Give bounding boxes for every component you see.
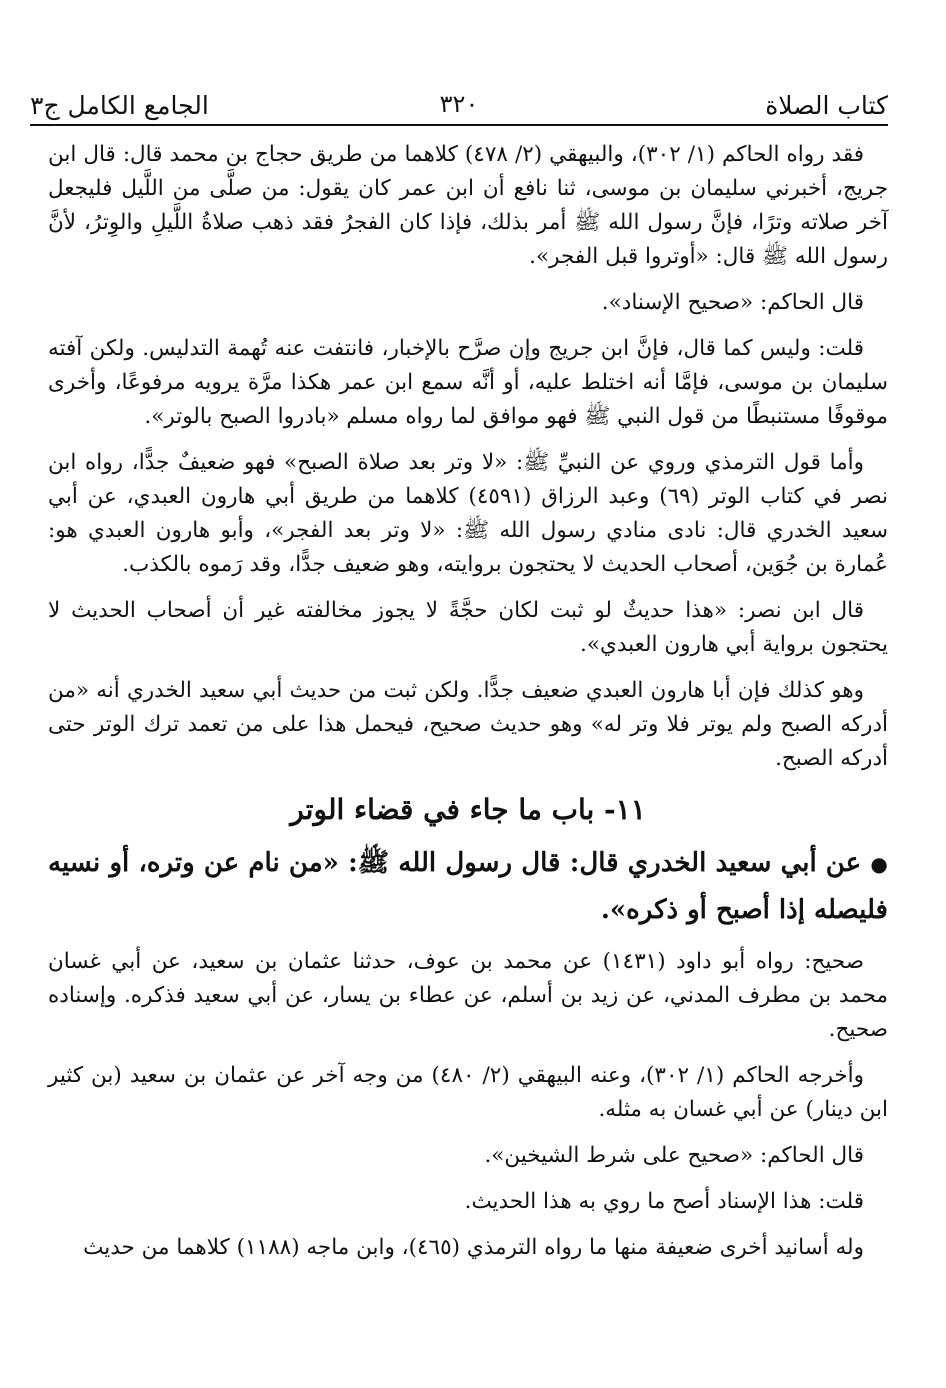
paragraph: قال ابن نصر: «هذا حديثٌ لو ثبت لكان حجَّةً لا يجوز مخالفته غير أن أصحاب الحديث لا يحتجون برواية أبي هارون العبدي».	[48, 598, 888, 657]
chapter-heading: ١١- باب ما جاء في قضاء الوتر	[290, 793, 646, 826]
paragraph: قلت: وليس كما قال، فإنَّ ابن جريج وإن صرَّح بالإخبار، فانتفت عنه تُهمة التدليس. ولكن آفته سليمان بن موسى، فإمَّا أنه اختلط عليه، أو أنَّه سمع ابن عمر هكذا مرَّة يرويه مرفوعًا، وأخرى موقوفًا مستنبطًا من قول النبي ﷺ فهو موافق لما رواه مسلم «بادروا الصبح بالوتر».	[48, 336, 888, 429]
paragraph: وأما قول الترمذي وروي عن النبيِّ ﷺ: «لا وتر بعد صلاة الصبح» فهو ضعيفٌ جدًّا، رواه ابن نصر في كتاب الوتر (٦٩) وعبد الرزاق (٤٥٩١) كلاهما من طريق أبي هارون العبدي، عن أبي سعيد الخدري قال: نادى منادي رسول الله ﷺ: «لا وتر بعد الفجر»، وأبو هارون العبدي هو: عُمارة بن جُوَين، أصحاب الحديث لا يحتجون بروايته، وهو ضعيف جدًّا، وقد رَموه بالكذب.	[48, 450, 889, 577]
paragraph: وأخرجه الحاكم (١/ ٣٠٢)، وعنه البيهقي (٢/ ٤٨٠) من وجه آخر عن عثمان بن سعيد (بن كثير ابن دينار) عن أبي غسان به مثله.	[48, 1063, 888, 1122]
paragraph: وهو كذلك فإن أبا هارون العبدي ضعيف جدًّا. ولكن ثبت من حديث أبي سعيد الخدري أنه «من أدركه الصبح ولم يوتر فلا وتر له» وهو حديث صحيح، فيحمل هذا على من تعمد ترك الوتر حتى أدركه الصبح.	[48, 678, 888, 771]
paragraph: قال الحاكم: «صحيح على شرط الشيخين».	[484, 1143, 864, 1168]
paragraph: وله أسانيد أخرى ضعيفة منها ما رواه الترمذي (٤٦٥)، وابن ماجه (١١٨٨) كلاهما من حديث	[83, 1235, 864, 1260]
paragraph: قلت: هذا الإسناد أصح ما روي به هذا الحديث.	[464, 1189, 864, 1214]
paragraph: فقد رواه الحاكم (١/ ٣٠٢)، والبيهقي (٢/ ٤٧٨) كلاهما من طريق حجاج بن محمد قال: قال ابن جريج، أخبرني سليمان بن موسى، ثنا نافع أن ابن عمر كان يقول: من صلَّى من اللَّيل فليجعل آخر صلاته وترًا، فإنَّ رسول الله ﷺ أمر بذلك، فإذا كان الفجرُ فقد ذهب صلاةُ اللَّيلِ والوِترُ، لأنَّ رسول الله ﷺ قال: «أوتروا قبل الفجر».	[48, 142, 888, 269]
page-header	[30, 70, 888, 126]
hadith-body: عن أبي سعيد الخدري قال: قال رسول الله ﷺ: «من نام عن وتره، أو نسيه فليصله إذا أصبح أو ذكره».	[48, 848, 888, 925]
page-body	[48, 138, 888, 1277]
paragraph: قال الحاكم: «صحيح الإسناد».	[601, 290, 864, 315]
book-volume-title: الجامع الكامل ج٣	[30, 91, 209, 120]
page-number: ٣٢٠	[439, 90, 479, 118]
hadith-text	[48, 840, 888, 933]
book-section-title: كتاب الصلاة	[765, 91, 888, 120]
bullet-icon: ●	[870, 852, 888, 876]
paragraph: صحيح: رواه أبو داود (١٤٣١) عن محمد بن عوف، حدثنا عثمان بن سعيد، عن أبي غسان محمد بن مطرف المدني، عن زيد بن أسلم، عن عطاء بن يسار، عن أبي سعيد فذكره. وإسناده صحيح.	[48, 949, 888, 1042]
